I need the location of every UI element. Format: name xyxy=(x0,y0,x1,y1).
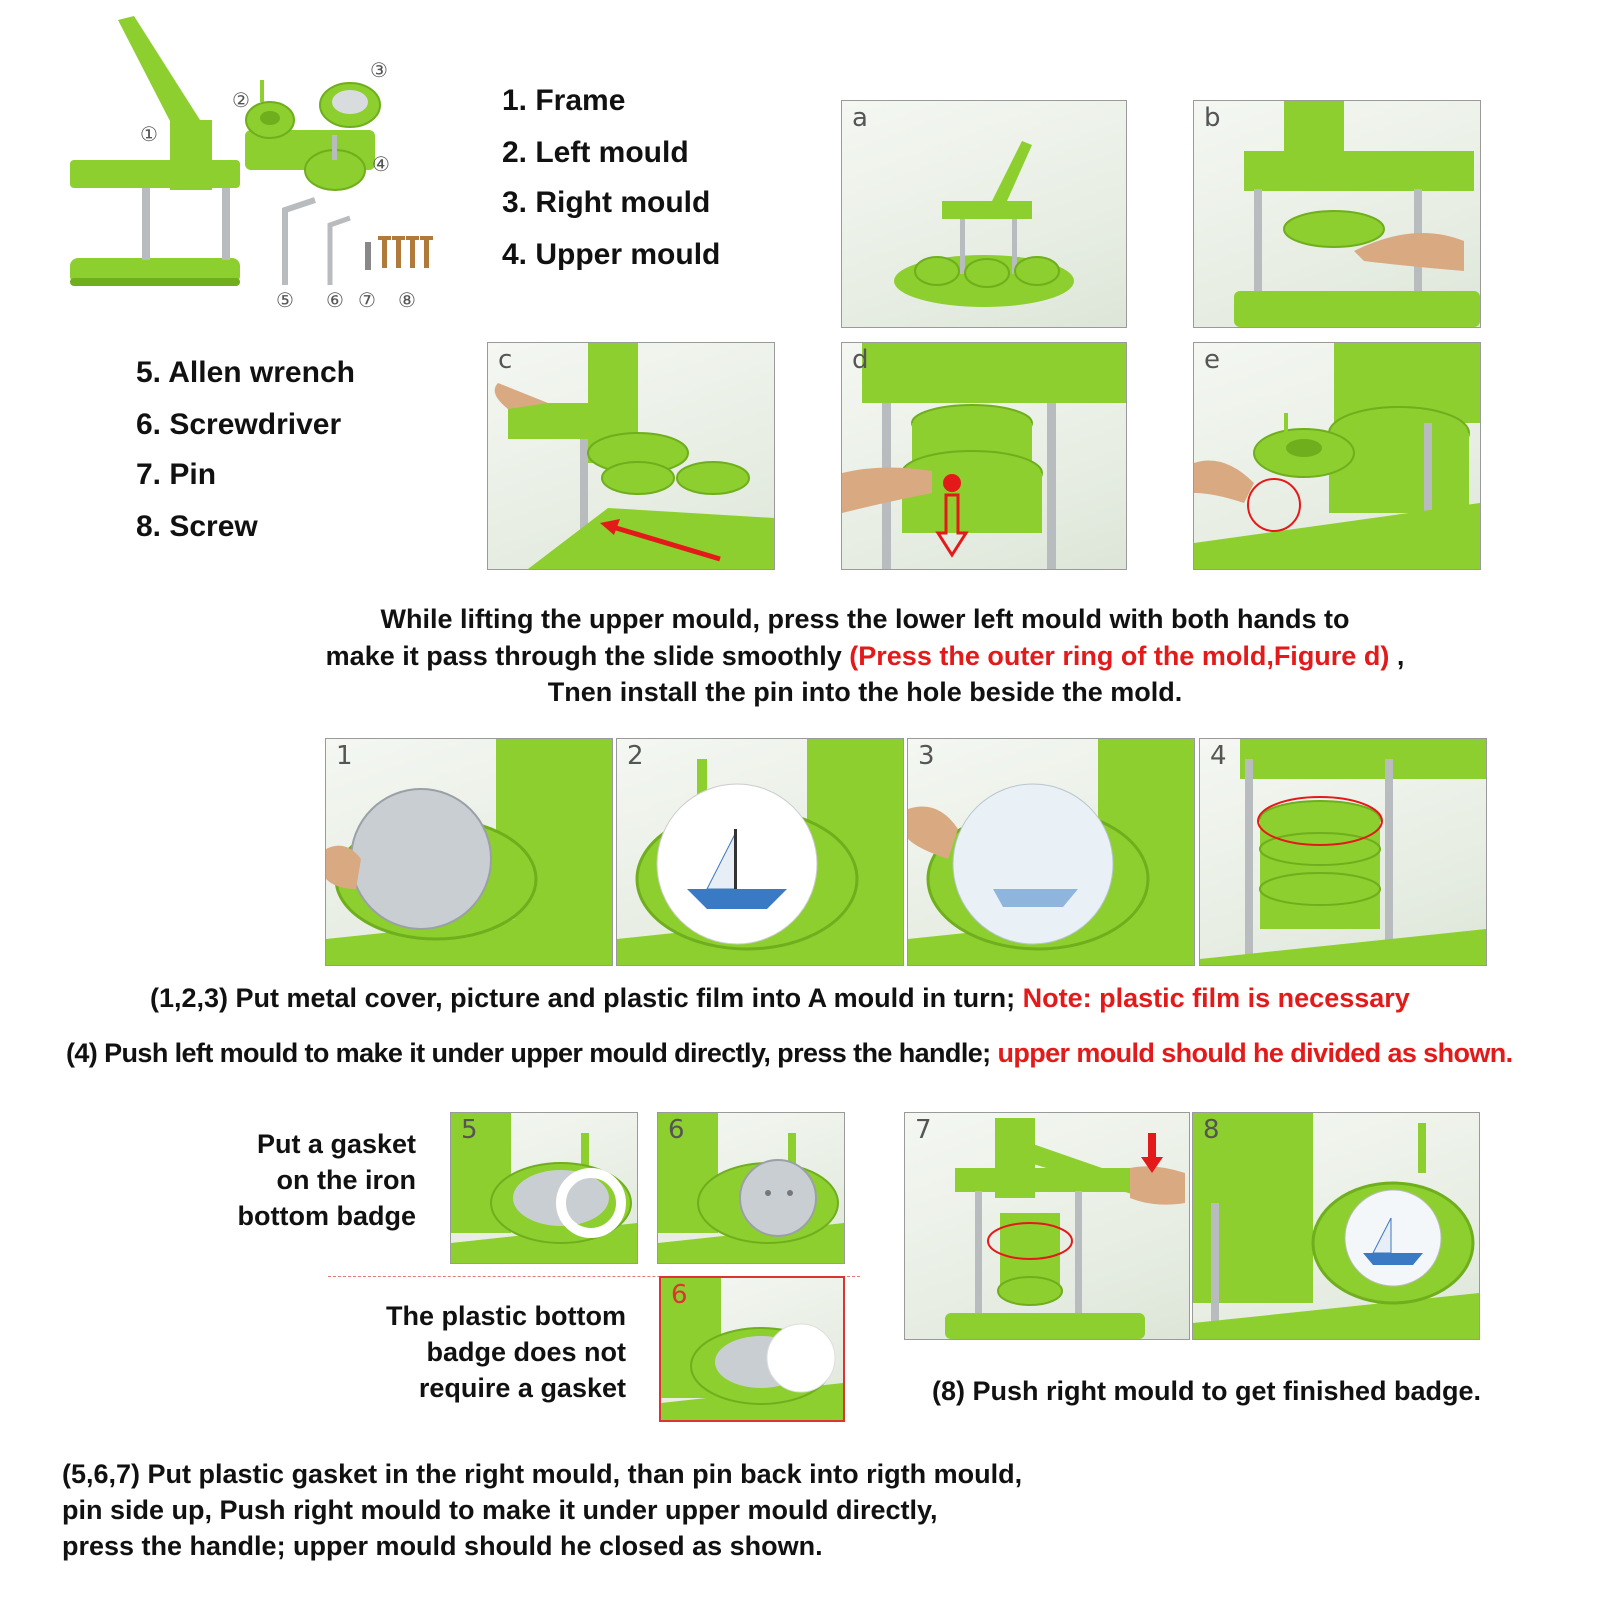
callout-3: ③ xyxy=(370,58,388,82)
caption-step-8: (8) Push right mould to get finished badge. xyxy=(932,1376,1481,1406)
plastic-note-line: require a gasket xyxy=(418,1373,626,1403)
photo-label: 2 xyxy=(627,741,644,771)
step-photo-8 xyxy=(1192,1112,1480,1340)
photo-label: 8 xyxy=(1203,1115,1220,1145)
callout-6: ⑥ xyxy=(326,288,344,312)
parts-diagram xyxy=(60,10,460,320)
gasket-insert-illustration xyxy=(451,1113,637,1263)
step-photo-6 xyxy=(657,1112,845,1264)
caption-line: press the handle; upper mould should he closed as shown. xyxy=(62,1531,823,1561)
callout-4: ④ xyxy=(372,152,390,176)
part-item: 6. Screwdriver xyxy=(136,408,342,441)
picture-insert-illustration xyxy=(617,739,903,965)
slide-left-mould-illustration xyxy=(488,343,774,569)
photo-b xyxy=(1193,100,1481,328)
badge-machine-parts-illustration xyxy=(60,10,460,320)
photo-label: e xyxy=(1204,345,1220,375)
part-item: 5. Allen wrench xyxy=(136,356,355,389)
photo-label: 5 xyxy=(461,1115,478,1145)
part-item: 2. Left mould xyxy=(502,136,689,169)
gasket-note-line: bottom badge xyxy=(237,1201,416,1231)
step-photo-6-plastic xyxy=(659,1276,845,1422)
instruction-line: While lifting the upper mould, press the lower left mould with both hands to xyxy=(380,604,1350,634)
callout-1: ① xyxy=(140,122,158,146)
step-photo-4 xyxy=(1199,738,1487,966)
parts-list-bottom xyxy=(136,356,355,544)
parts-list-top xyxy=(502,84,720,272)
step-photo-7 xyxy=(904,1112,1190,1340)
plastic-back-illustration xyxy=(661,1278,843,1420)
photo-label: 1 xyxy=(336,741,353,771)
caption-line: pin side up, Push right mould to make it under upper mould directly, xyxy=(62,1495,938,1525)
part-item: 7. Pin xyxy=(136,458,217,491)
photo-label: d xyxy=(852,345,869,375)
photo-c xyxy=(487,342,775,570)
caption-text: (1,2,3) Put metal cover, picture and plastic film into A mould in turn; xyxy=(150,983,1023,1013)
part-item: 4. Upper mould xyxy=(502,238,721,271)
instruction-highlight: (Press the outer ring of the mold,Figure d) xyxy=(849,641,1390,671)
photo-label: 3 xyxy=(918,741,935,771)
photo-label: 6 xyxy=(671,1280,688,1310)
caption-line: (5,6,7) Put plastic gasket in the right mould, than pin back into rigth mould, xyxy=(62,1459,1023,1489)
caption-text: (4) Push left mould to make it under upper mould directly, press the handle; xyxy=(66,1038,998,1068)
part-item: 1. Frame xyxy=(502,84,626,117)
metal-cover-illustration xyxy=(326,739,612,965)
photo-a xyxy=(841,100,1127,328)
callout-8: ⑧ xyxy=(398,288,416,312)
step-photo-2 xyxy=(616,738,904,966)
photo-label: 7 xyxy=(915,1115,932,1145)
part-item: 8. Screw xyxy=(136,510,258,543)
step-photo-5 xyxy=(450,1112,638,1264)
photo-d xyxy=(841,342,1127,570)
gasket-note xyxy=(190,1126,416,1234)
instruction-text: make it pass through the slide smoothly xyxy=(325,641,850,671)
photo-label: 4 xyxy=(1210,741,1227,771)
caption-note: Note: plastic film is necessary xyxy=(1022,983,1410,1013)
install-pin-illustration xyxy=(1194,343,1480,569)
caption-step-4 xyxy=(66,1038,1513,1069)
instruction-line xyxy=(0,641,1600,672)
photo-label: 6 xyxy=(668,1115,685,1145)
gasket-note-line: Put a gasket xyxy=(256,1129,416,1159)
callout-7: ⑦ xyxy=(358,288,376,312)
photo-label: a xyxy=(852,103,868,133)
plastic-badge-note xyxy=(340,1298,626,1406)
caption-steps-5-7 xyxy=(62,1456,1022,1564)
gasket-note-line: on the iron xyxy=(276,1165,416,1195)
callout-5: ⑤ xyxy=(276,288,294,312)
photo-label: c xyxy=(498,345,513,375)
callout-2: ② xyxy=(232,88,250,112)
caption-note: upper mould should he divided as shown. xyxy=(997,1038,1513,1068)
finished-badge-illustration xyxy=(1193,1113,1479,1339)
step-photo-3 xyxy=(907,738,1195,966)
photo-e xyxy=(1193,342,1481,570)
pin-back-illustration xyxy=(658,1113,844,1263)
instruction-text: , xyxy=(1389,641,1405,671)
caption-steps-1-3 xyxy=(150,983,1410,1014)
plastic-film-illustration xyxy=(908,739,1194,965)
plastic-note-line: badge does not xyxy=(426,1337,626,1367)
press-outer-ring-illustration xyxy=(842,343,1126,569)
plastic-note-line: The plastic bottom xyxy=(385,1301,626,1331)
instruction-line: Tnen install the pin into the hole beside the mold. xyxy=(547,677,1183,707)
install-upper-mould-illustration xyxy=(1194,101,1480,327)
photo-label: b xyxy=(1204,103,1221,133)
step-photo-1 xyxy=(325,738,613,966)
close-mould-illustration xyxy=(905,1113,1189,1339)
machine-overview-illustration xyxy=(842,101,1126,327)
part-item: 3. Right mould xyxy=(502,186,711,219)
press-handle-illustration xyxy=(1200,739,1486,965)
